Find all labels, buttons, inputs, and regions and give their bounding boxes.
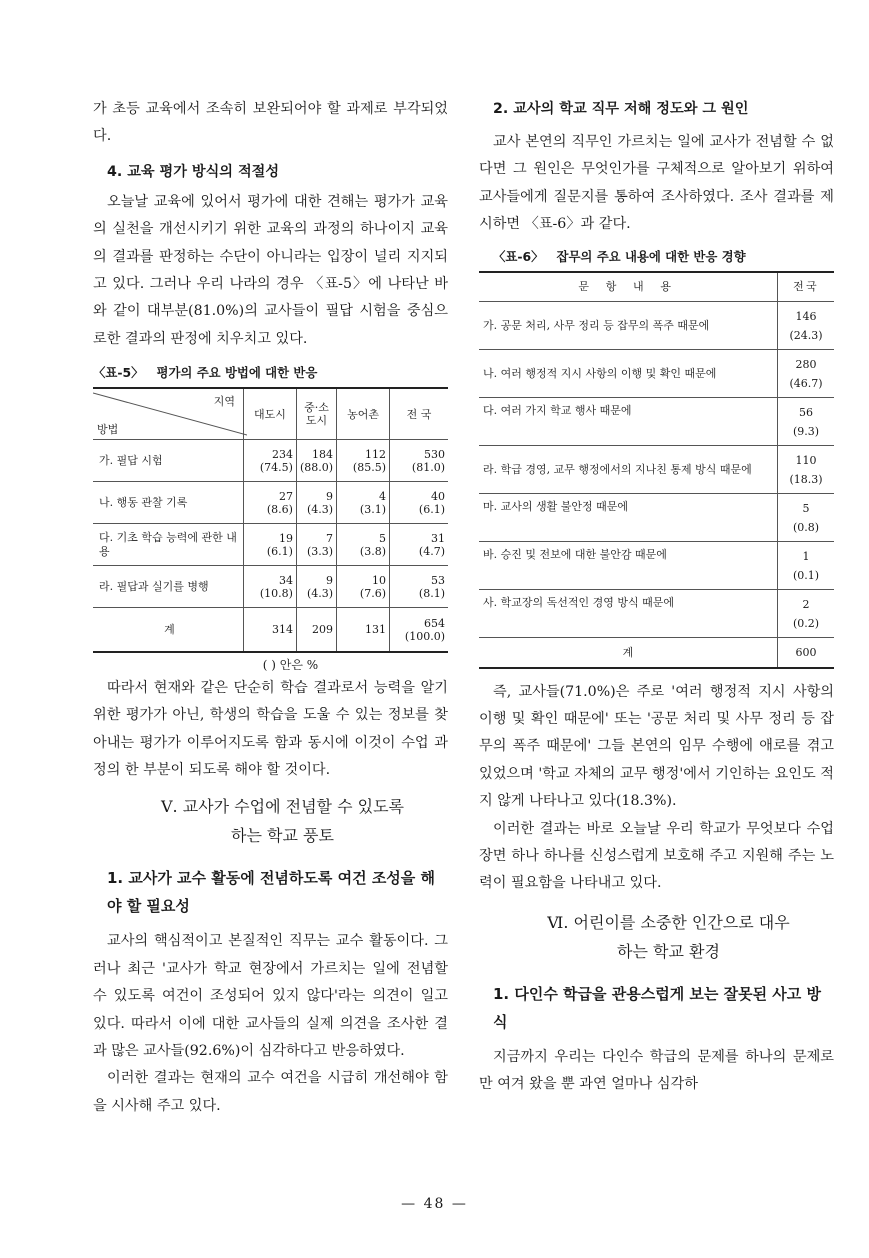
table5-cell: 34 (10.8) [244,566,297,608]
table5-number: 〈표-5〉 [93,365,144,381]
table6-total-row [479,638,834,668]
table5-cell: 27 (8.6) [244,482,297,524]
table5-row-label: 라. 필답과 실기를 병행 [93,566,244,608]
table5-cell: 31 (4.7) [390,524,449,566]
table6-row-label: 바. 승진 및 전보에 대한 불안감 때문에 [479,542,778,590]
chapter-5-title-line-2: 하는 학교 풍토 [231,826,334,846]
table5-caption [93,363,448,383]
table6-cell: 1 (0.1) [778,542,835,590]
table5-header: 전 국 [390,388,449,440]
table6-row [479,302,834,350]
table6-row-label: 라. 학급 경영, 교무 행정에서의 지나친 통제 방식 때문에 [479,446,778,494]
table6-header-row [479,272,834,302]
table5-cell: 314 [244,608,297,652]
table5-cell: 654 (100.0) [390,608,449,652]
right-paragraph-1: 교사 본연의 직무인 가르치는 일에 교사가 전념할 수 없다면 그 원인은 무엇인가를 구체적으로 알아보기 위하여 교사들에게 질문지를 통하여 조사하였다. 조사 결과를 제시하면 〈표-6〉과 같다. [479,134,834,233]
section-heading-2: 2. 교사의 학교 직무 저해 정도와 그 원인 [493,101,749,117]
right-paragraph-3: 이러한 결과는 바로 오늘날 우리 학교가 무엇보다 수업 장면 하나 하나를 신성스럽게 보호해 주고 지원해 주는 노력이 필요함을 나타내고 있다. [479,820,834,892]
left-column [93,96,448,1120]
section-heading-1-left: 1. 교사가 교수 활동에 전념하도록 여건 조성을 해야 할 필요성 [107,869,436,916]
table5-note: ( ) 안은 % [262,657,319,672]
left-paragraph-2: 오늘날 교육에 있어서 평가에 대한 견해는 평가가 교육의 실천을 개선시키기 위한 교육의 과정의 하나이지 교육의 결과를 판정하는 수단이 아니라는 입장이 널리 지지되고 있다. 그러나 우리 나라의 경우 〈표-5〉에 나타난 바와 같이 대부분(81.0%)의 교사들이 필답 시험을 중심으로한 결과의 판정에 치우치고 있다. [93,193,448,347]
table5-corner-bottom: 방법 [97,423,119,437]
table6-row-label: 사. 학교장의 독선적인 경영 방식 때문에 [479,590,778,638]
table6-row-label: 마. 교사의 생활 불안정 때문에 [479,494,778,542]
table6-row-label: 나. 여러 행정적 지시 사항의 이행 및 확인 때문에 [479,350,778,398]
table5-corner [93,388,244,440]
table5-cell: 112 (85.5) [337,440,390,482]
table6-cell: 280 (46.7) [778,350,835,398]
table5-cell: 131 [337,608,390,652]
table6-cell: 56 (9.3) [778,398,835,446]
table6-row [479,590,834,638]
page-number: — 48 — [401,1196,468,1212]
table6-cell: 5 (0.8) [778,494,835,542]
table6-number: 〈표-6〉 [493,248,544,264]
table6-row [479,542,834,590]
table5-total-row [93,608,448,652]
section-heading-4: 4. 교육 평가 방식의 적절성 [107,163,280,180]
table5-corner-top: 지역 [213,395,235,409]
table5-row [93,566,448,608]
left-paragraph-1: 가 초등 교육에서 조속히 보완되어야 할 과제로 부각되었다. [93,101,448,145]
right-column [479,96,834,1099]
table6-total-label: 계 [479,638,778,668]
table6-caption [493,247,834,267]
table6-cell: 110 (18.3) [778,446,835,494]
chapter-6-title-line-1: Ⅵ. 어린이를 소중한 인간으로 대우 [547,912,790,932]
table6-row-label: 다. 여러 가지 학교 행사 때문에 [479,398,778,446]
chapter-5-title-line-1: Ⅴ. 교사가 수업에 전념할 수 있도록 [161,797,404,817]
table6-title: 잡무의 주요 내용에 대한 반응 경향 [556,248,746,264]
table6-total: 600 [778,638,835,668]
table5-header: 중·소도시 [296,388,336,440]
left-paragraph-4: 교사의 핵심적이고 본질적인 직무는 교수 활동이다. 그러나 최근 '교사가 학교 현장에서 가르치는 일에 전념할 수 있도록 여건이 조성되어 있지 않다'라는 의견이 일고 있다. 따라서 이에 대한 교사들의 실제 의견을 조사한 결과 많은 교사들(92.6%)이 심각하다고 반응하였다. [93,933,448,1059]
table5-cell: 9 (4.3) [296,566,336,608]
table5-cell: 40 (6.1) [390,482,449,524]
section-heading-1-right: 1. 다인수 학급을 관용스럽게 보는 잘못된 사고 방식 [493,984,822,1031]
right-paragraph-4: 지금까지 우리는 다인수 학급의 문제를 하나의 문제로만 여겨 왔을 뿐 과연 얼마나 심각하 [479,1048,834,1093]
table5-cell: 184 (88.0) [296,440,336,482]
table5-row [93,524,448,566]
table5-header: 농어촌 [337,388,390,440]
table5-row-label: 가. 필답 시험 [93,440,244,482]
table5-cell: 10 (7.6) [337,566,390,608]
chapter-6-title-line-2: 하는 학교 환경 [617,941,720,961]
table6-header: 전국 [778,272,835,302]
table5-cell: 4 (3.1) [337,482,390,524]
table5-row-label: 계 [93,608,244,652]
table5-row-label: 나. 행동 관찰 기록 [93,482,244,524]
table6-cell: 2 (0.2) [778,590,835,638]
table5-cell: 530 (81.0) [390,440,449,482]
table5-header: 대도시 [244,388,297,440]
table5-cell: 209 [296,608,336,652]
table5-cell: 7 (3.3) [296,524,336,566]
table6-row [479,446,834,494]
table5-cell: 53 (8.1) [390,566,449,608]
table5-row [93,440,448,482]
table6-row [479,398,834,446]
table5-row [93,482,448,524]
right-paragraph-2: 즉, 교사들(71.0%)은 주로 '여러 행정적 지시 사항의 이행 및 확인 때문에' 또는 '공문 처리 및 사무 정리 등 잡무의 폭주 때문에' 그들 본연의 임무 수행에 애로를 겪고 있었으며 '학교 자체의 교무 행정'에서 기인하는 요인도 적지 않게 나타나고 있다(18.3%). [479,683,834,810]
left-paragraph-3: 따라서 현재와 같은 단순히 학습 결과로서 능력을 알기 위한 평가가 아닌, 학생의 학습을 도울 수 있는 정보를 찾아내는 평가가 이루어지도록 함과 동시에 이것이 수업 과정의 한 부분이 되도록 해야 할 것이다. [93,679,448,778]
table5-cell: 9 (4.3) [296,482,336,524]
table5-cell: 234 (74.5) [244,440,297,482]
table6-row [479,494,834,542]
table5-header-row [93,388,448,440]
table5-cell: 5 (3.8) [337,524,390,566]
table5-title: 평가의 주요 방법에 대한 반응 [156,365,318,381]
table6-row [479,350,834,398]
table6-cell: 146 (24.3) [778,302,835,350]
table5 [93,387,448,653]
table5-cell: 19 (6.1) [244,524,297,566]
left-paragraph-5: 이러한 결과는 현재의 교수 여건을 시급히 개선해야 함을 시사해 주고 있다. [93,1070,448,1114]
table5-row-label: 다. 기초 학습 능력에 관한 내용 [93,524,244,566]
table6 [479,271,834,669]
table6-row-label: 가. 공문 처리, 사무 정리 등 잡무의 폭주 때문에 [479,302,778,350]
table6-header: 문 항 내 용 [479,272,778,302]
